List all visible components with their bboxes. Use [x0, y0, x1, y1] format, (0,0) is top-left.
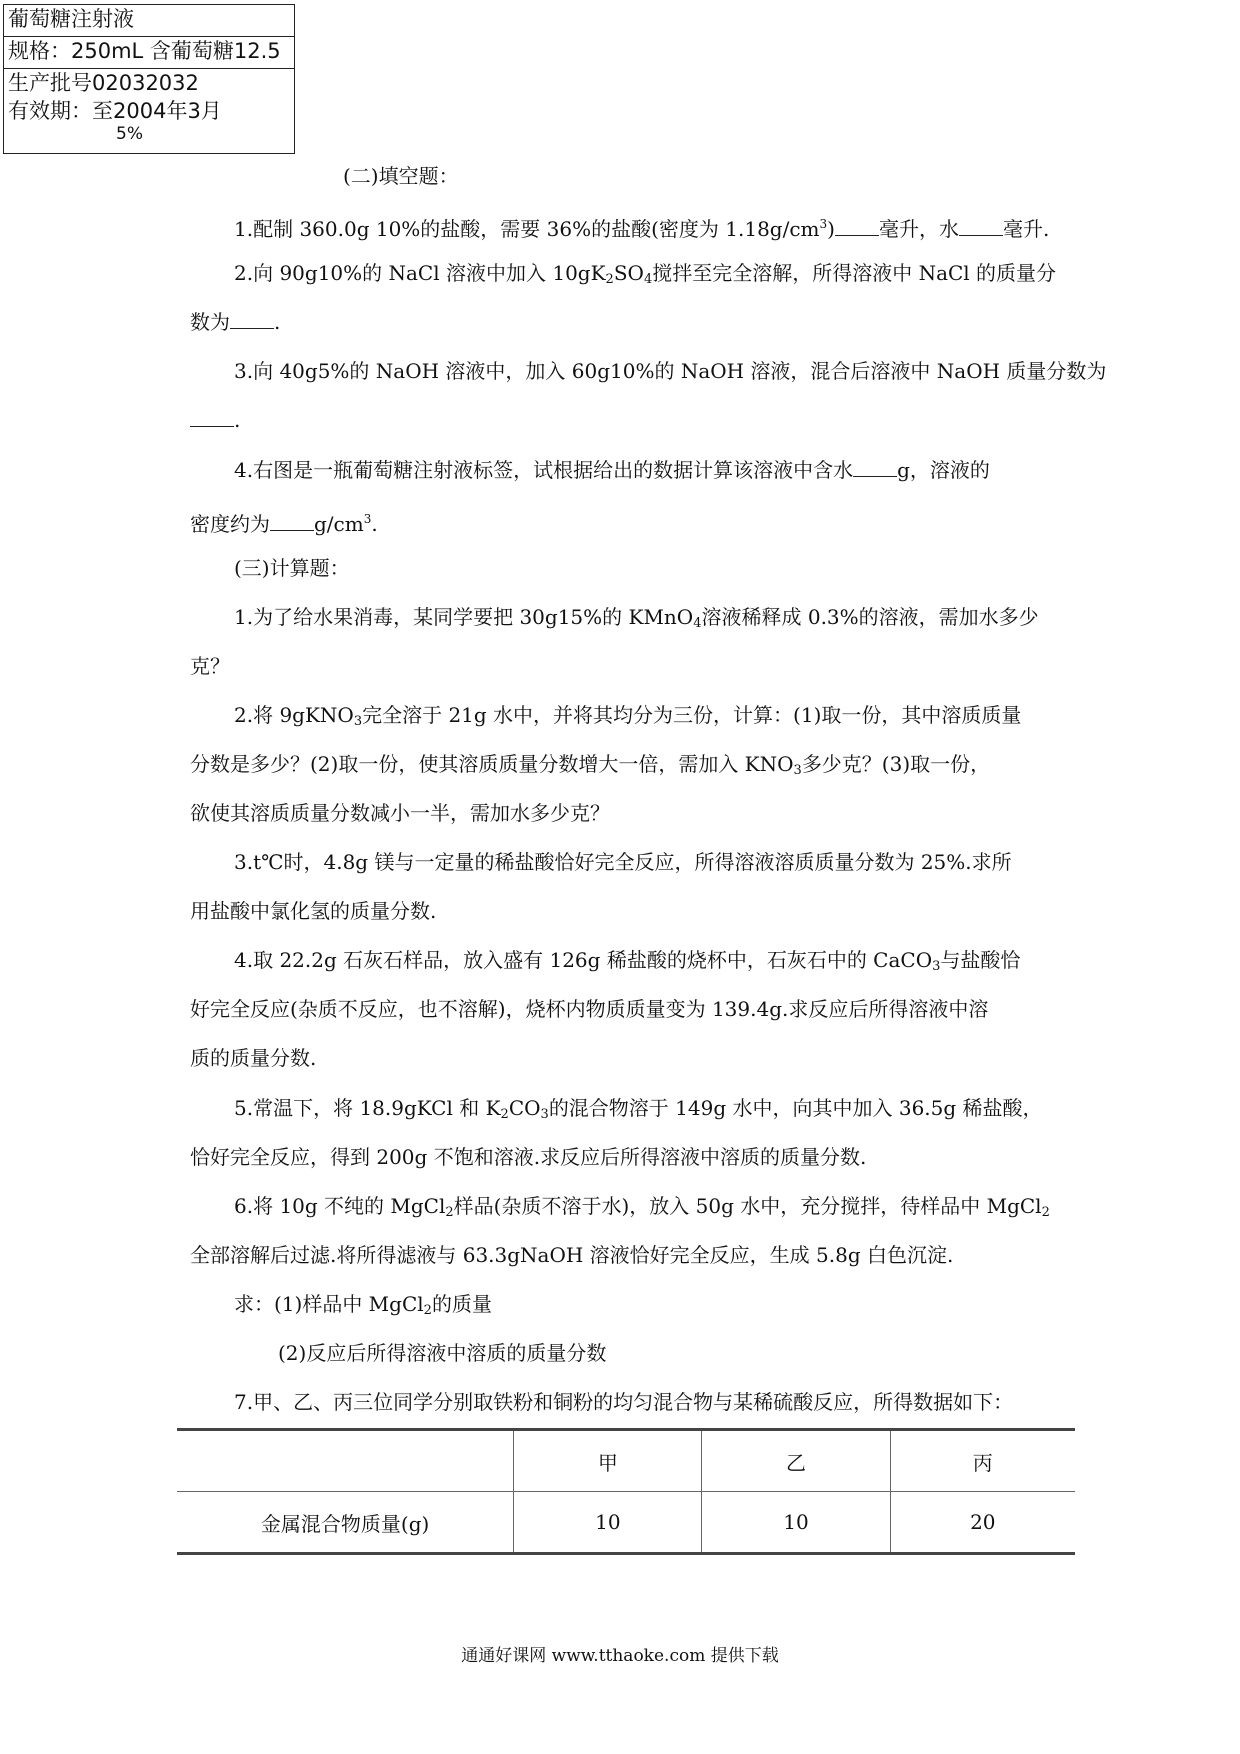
table-row	[177, 1492, 1075, 1554]
table-header-cell: 甲	[514, 1430, 702, 1492]
answer-blank[interactable]	[190, 408, 234, 427]
label-title: 葡萄糖注射液	[4, 5, 294, 37]
page-footer: 通通好课网 www.tthaoke.com 提供下载	[461, 1646, 779, 1666]
table-header-row	[177, 1430, 1075, 1492]
fill-question-4: 4.右图是一瓶葡萄糖注射液标签，试根据给出的数据计算该溶液中含水 g，溶液的	[234, 458, 990, 482]
table-cell: 20	[890, 1492, 1075, 1554]
calc-question-6-sub2: (2)反应后所得溶液中溶质的质量分数	[278, 1341, 607, 1365]
label-batch: 生产批号02032032	[8, 71, 199, 95]
fill-question-4-cont: 密度约为 $g/cm^3$.	[190, 512, 378, 536]
table-cell: 10	[514, 1492, 702, 1554]
calc-question-3-cont: 用盐酸中氯化氢的质量分数.	[190, 899, 437, 923]
table-cell: 金属混合物质量(g)	[177, 1492, 514, 1554]
answer-blank[interactable]	[853, 458, 897, 477]
calc-question-4-cont: 好完全反应(杂质不反应，也不溶解)，烧杯内物质质量变为 139.4g.求反应后所得溶液中溶	[190, 997, 989, 1021]
section3-heading: (三)计算题：	[234, 556, 350, 580]
calc-question-2-cont2: 欲使其溶质质量分数减小一半，需加水多少克？	[190, 801, 610, 825]
fill-question-3: 3.向 40g5%的 NaOH 溶液中，加入 60g10%的 NaOH 溶液，混合后溶液中 NaOH 质量分数为	[234, 359, 1107, 383]
label-spec: 规格：250mL 含葡萄糖12.5	[4, 37, 294, 69]
calc-question-2-cont: 分数是多少？(2)取一份，使其溶质质量分数增大一倍，需加入 $KNO_3$多少克？(3)取一份，	[190, 752, 991, 778]
injection-label-box	[3, 4, 295, 154]
calc-question-6-cont: 全部溶解后过滤.将所得滤液与 63.3gNaOH 溶液恰好完全反应，生成 5.8g 白色沉淀.	[190, 1243, 954, 1267]
table-cell: 10	[702, 1492, 890, 1554]
table-header-cell	[177, 1430, 514, 1492]
calc-question-4: 4.取 22.2g 石灰石样品，放入盛有 126g 稀盐酸的烧杯中，石灰石中的 CaCO$_3$与盐酸恰	[234, 948, 1021, 974]
data-table	[177, 1428, 1075, 1555]
answer-blank[interactable]	[230, 310, 274, 329]
answer-blank[interactable]	[270, 512, 314, 531]
section2-heading: (二)填空题：	[343, 164, 459, 188]
calc-question-4-cont2: 质的质量分数.	[190, 1046, 317, 1070]
calc-question-3: 3.t℃时，4.8g 镁与一定量的稀盐酸恰好完全反应，所得溶液溶质质量分数为 25%.求所	[234, 850, 1012, 874]
calc-question-6: 6.将 10g 不纯的 MgCl$_2$样品(杂质不溶于水)，放入 50g 水中，充分搅拌，待样品中 MgCl$_2$	[234, 1194, 1050, 1220]
fill-question-3-cont: .	[190, 406, 240, 434]
calc-question-6-sub1: 求：(1)样品中 MgCl$_2$的质量	[234, 1292, 492, 1318]
calc-question-1-cont: 克？	[190, 654, 230, 678]
table-header-cell: 丙	[890, 1430, 1075, 1492]
calc-question-5: 5.常温下，将 18.9gKCl 和 $K_2CO_3$的混合物溶于 149g 水中，向其中加入 36.5g 稀盐酸，	[234, 1096, 1043, 1122]
fill-question-2-cont: 数为 .	[190, 310, 281, 334]
calc-question-1: 1.为了给水果消毒，某同学要把 30g15%的 KMnO$_4$溶液稀释成 0.3%的溶液，需加水多少	[234, 605, 1039, 631]
calc-question-7: 7.甲、乙、丙三位同学分别取铁粉和铜粉的均匀混合物与某稀硫酸反应，所得数据如下：	[234, 1390, 1014, 1414]
answer-blank[interactable]	[959, 217, 1003, 236]
calc-question-5-cont: 恰好完全反应，得到 200g 不饱和溶液.求反应后所得溶液中溶质的质量分数.	[190, 1145, 867, 1169]
answer-blank[interactable]	[835, 217, 879, 236]
calc-question-2: 2.将 9gKNO$_3$完全溶于 21g 水中，并将其均分为三份，计算：(1)取一份，其中溶质质量	[234, 703, 1022, 729]
table-header-cell: 乙	[702, 1430, 890, 1492]
fill-question-2: 2.向 90g10%的 NaCl 溶液中加入 $10gK_2SO_4$搅拌至完全溶解，所得溶液中 NaCl 的质量分	[234, 261, 1057, 287]
label-percent: 5%	[116, 125, 143, 143]
fill-question-1: 1.配制 360.0g 10%的盐酸，需要 36%的盐酸(密度为 $1.18g/cm^3$) 毫升，水 毫升.	[234, 217, 1050, 241]
label-expiry: 有效期：至2004年3月	[8, 99, 222, 123]
